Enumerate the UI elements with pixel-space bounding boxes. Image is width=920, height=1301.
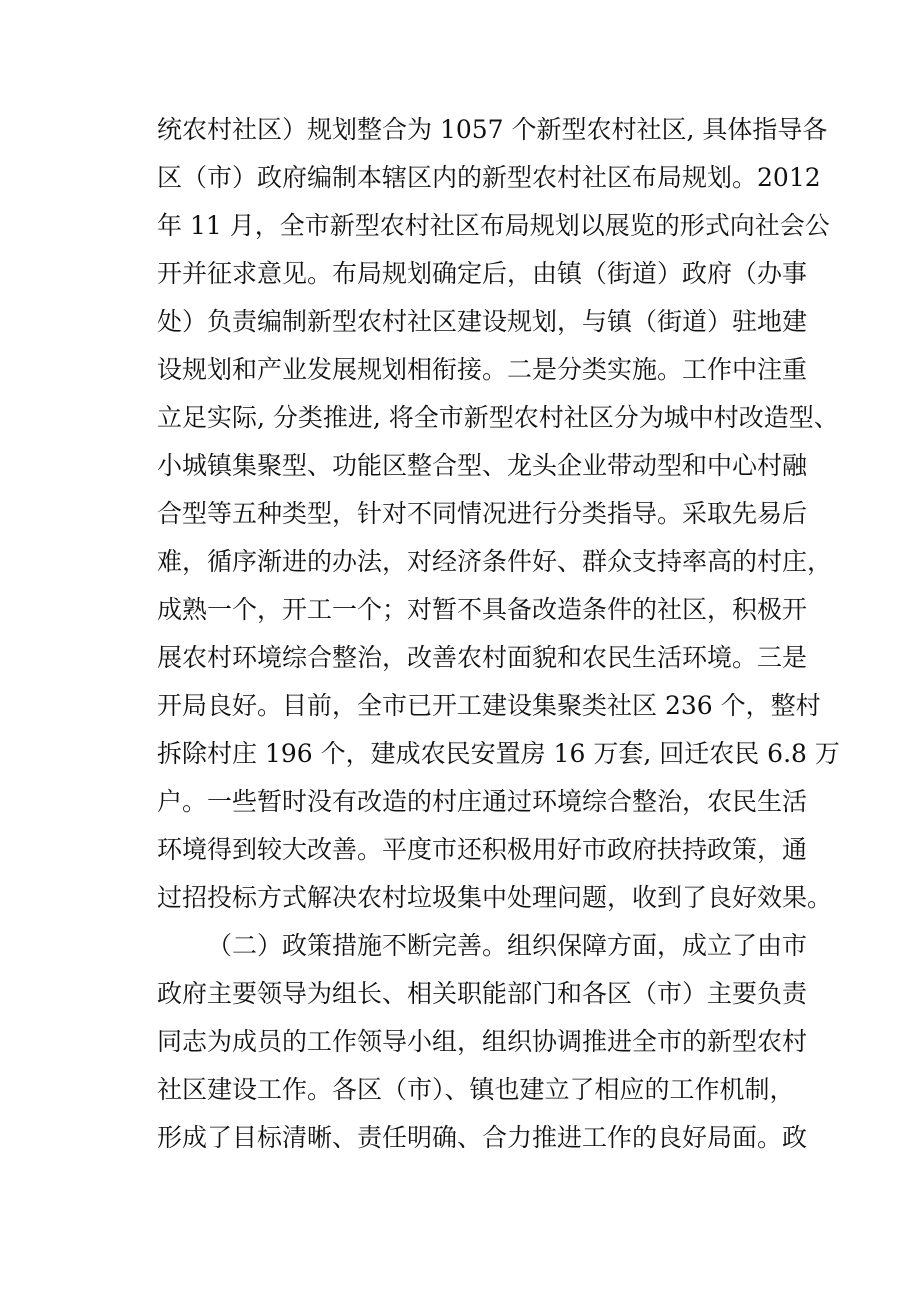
text-line: 社区建设工作。各区（市）、镇也建立了相应的工作机制， xyxy=(157,1075,795,1104)
text-line: 处）负责编制新型农村社区建设规划，与镇（街道）驻地建 xyxy=(157,307,808,336)
text-line: 难，循序渐进的办法，对经济条件好、群众支持率高的村庄， xyxy=(157,547,833,576)
paragraph-2 xyxy=(157,922,808,1162)
text-line: 形成了目标清晰、责任明确、合力推进工作的良好局面。政 xyxy=(157,1123,808,1152)
text-line: 过招投标方式解决农村垃圾集中处理问题，收到了良好效果。 xyxy=(157,883,833,912)
text-line: （二）政策措施不断完善。组织保障方面，成立了由市 xyxy=(207,931,808,960)
text-line: 年 11 月，全市新型农村社区布局规划以展览的形式向社会公 xyxy=(157,211,830,240)
text-line: 立足实际, 分类推进, 将全市新型农村社区分为城中村改造型、 xyxy=(157,403,839,432)
text-line: 环境得到较大改善。平度市还积极用好市政府扶持政策，通 xyxy=(157,835,808,864)
text-line: 户。一些暂时没有改造的村庄通过环境综合整治，农民生活 xyxy=(157,787,808,816)
text-line: 拆除村庄 196 个，建成农民安置房 16 万套, 回迁农民 6.8 万 xyxy=(157,739,840,768)
text-line: 设规划和产业发展规划相衔接。二是分类实施。工作中注重 xyxy=(157,355,808,384)
text-line: 合型等五种类型，针对不同情况进行分类指导。采取先易后 xyxy=(157,499,808,528)
text-line: 开并征求意见。布局规划确定后，由镇（街道）政府（办事 xyxy=(157,259,808,288)
text-line: 区（市）政府编制本辖区内的新型农村社区布局规划。2012 xyxy=(157,163,821,192)
text-line: 小城镇集聚型、功能区整合型、龙头企业带动型和中心村融 xyxy=(157,451,808,480)
text-line: 政府主要领导为组长、相关职能部门和各区（市）主要负责 xyxy=(157,979,808,1008)
document-body xyxy=(157,106,840,1162)
paragraph-1 xyxy=(157,106,840,922)
text-line: 成熟一个，开工一个；对暂不具备改造条件的社区，积极开 xyxy=(157,595,808,624)
text-line: 同志为成员的工作领导小组，组织协调推进全市的新型农村 xyxy=(157,1027,808,1056)
text-line: 统农村社区）规划整合为 1057 个新型农村社区, 具体指导各 xyxy=(157,115,828,144)
text-line: 展农村环境综合整治，改善农村面貌和农民生活环境。三是 xyxy=(157,643,808,672)
text-line: 开局良好。目前，全市已开工建设集聚类社区 236 个，整村 xyxy=(157,691,821,720)
